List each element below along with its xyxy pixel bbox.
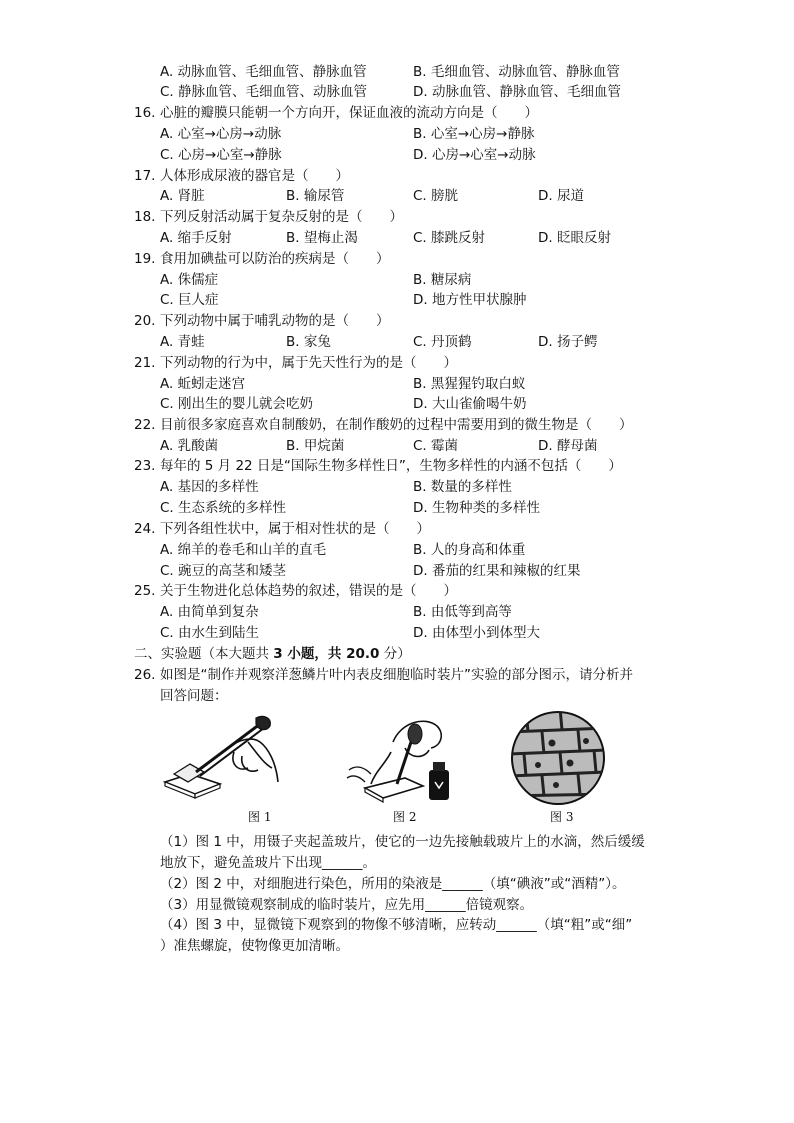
figure-2-caption: 图 2 (393, 810, 417, 824)
section-score: 20.0 (346, 646, 380, 662)
q23-option-d: D. 生物种类的多样性 (413, 500, 540, 516)
q15-option-c: C. 静脉血管、毛细血管、动脉血管 (160, 84, 368, 100)
q25-option-d: D. 由体型小到体型大 (413, 625, 540, 641)
q19-number: 19. (134, 251, 156, 267)
q16-stem: 心脏的瓣膜只能朝一个方向开，保证血液的流动方向是（ ） (160, 105, 538, 121)
q21-option-a: A. 蚯蚓走迷宫 (160, 376, 246, 392)
q22-option-d: D. 酵母菌 (538, 438, 598, 454)
q26-sub2: （2）图 2 中，对细胞进行染色，所用的染液是______（填“碘液”或“酒精”）。 (160, 876, 626, 892)
q20-option-b: B. 家兔 (286, 334, 331, 350)
figure-3-caption: 图 3 (550, 810, 574, 824)
figure-1-caption: 图 1 (248, 810, 272, 824)
q26-number: 26. (134, 667, 156, 683)
q18-stem: 下列反射活动属于复杂反射的是（ ） (160, 209, 403, 225)
q23-option-a: A. 基因的多样性 (160, 479, 259, 495)
q17-stem: 人体形成尿液的器官是（ ） (160, 168, 349, 184)
q19-option-c: C. 巨人症 (160, 292, 219, 308)
q24-option-b: B. 人的身高和体重 (413, 542, 526, 558)
q24-option-c: C. 豌豆的高茎和矮茎 (160, 563, 287, 579)
q23-option-c: C. 生态系统的多样性 (160, 500, 287, 516)
q17-option-d: D. 尿道 (538, 188, 584, 204)
q20-option-c: C. 丹顶鹤 (413, 334, 472, 350)
q25-option-a: A. 由简单到复杂 (160, 604, 259, 620)
q26-stem-line1: 如图是“制作并观察洋葱鳞片叶内表皮细胞临时装片”实验的部分图示，请分析并 (160, 667, 633, 683)
q18-option-a: A. 缩手反射 (160, 230, 232, 246)
q18-option-c: C. 膝跳反射 (413, 230, 486, 246)
q17-option-b: B. 输尿管 (286, 188, 345, 204)
q24-number: 24. (134, 521, 156, 537)
section-heading (134, 644, 411, 664)
q25-number: 25. (134, 583, 156, 599)
q25-option-b: B. 由低等到高等 (413, 604, 512, 620)
q20-number: 20. (134, 313, 156, 329)
q21-stem: 下列动物的行为中，属于先天性行为的是（ ） (160, 355, 457, 371)
q22-option-a: A. 乳酸菌 (160, 438, 219, 454)
q18-number: 18. (134, 209, 156, 225)
q15-option-d: D. 动脉血管、静脉血管、毛细血管 (413, 84, 621, 100)
q20-option-d: D. 扬子鳄 (538, 334, 598, 350)
q16-option-a: A. 心室→心房→动脉 (160, 126, 282, 142)
section-heading-prefix: 二、实验题（本大题共 (134, 646, 274, 662)
q19-option-d: D. 地方性甲状腺肿 (413, 292, 527, 308)
q18-option-b: B. 望梅止渴 (286, 230, 358, 246)
q21-option-b: B. 黑猩猩钓取白蚁 (413, 376, 526, 392)
q19-stem: 食用加碘盐可以防治的疾病是（ ） (160, 251, 390, 267)
q20-option-a: A. 青蛙 (160, 334, 205, 350)
section-heading-suffix: 分） (379, 646, 411, 662)
figure-1-coverslip-illustration (160, 712, 290, 807)
q26-sub1-line2: 地放下，避免盖玻片下出现______。 (160, 855, 376, 871)
q22-stem: 目前很多家庭喜欢自制酸奶，在制作酸奶的过程中需要用到的微生物是（ ） (160, 417, 633, 433)
q16-number: 16. (134, 105, 156, 121)
q21-option-c: C. 刚出生的婴儿就会吃奶 (160, 396, 314, 412)
q21-option-d: D. 大山雀偷喝牛奶 (413, 396, 527, 412)
q25-stem: 关于生物进化总体趋势的叙述，错误的是（ ） (160, 583, 457, 599)
q21-number: 21. (134, 355, 156, 371)
q15-option-a: A. 动脉血管、毛细血管、静脉血管 (160, 64, 367, 80)
section-heading-mid: 小题，共 (282, 646, 347, 662)
section-question-count: 3 (273, 646, 283, 662)
q17-number: 17. (134, 168, 156, 184)
q26-stem-line2: 回答问题： (160, 688, 228, 704)
q16-option-c: C. 心房→心室→静脉 (160, 147, 282, 163)
q18-option-d: D. 眨眼反射 (538, 230, 611, 246)
q25-option-c: C. 由水生到陆生 (160, 625, 260, 641)
q22-option-c: C. 霉菌 (413, 438, 459, 454)
q26-sub1-line1: （1）图 1 中，用镊子夹起盖玻片，使它的一边先接触载玻片上的水滴，然后缓缓 (160, 834, 645, 850)
q23-option-b: B. 数量的多样性 (413, 479, 512, 495)
q20-stem: 下列动物中属于哺乳动物的是（ ） (160, 313, 390, 329)
q17-option-a: A. 肾脏 (160, 188, 205, 204)
q24-stem: 下列各组性状中，属于相对性状的是（ ） (160, 521, 430, 537)
q23-number: 23. (134, 458, 156, 474)
q19-option-a: A. 侏儒症 (160, 272, 219, 288)
q22-option-b: B. 甲烷菌 (286, 438, 345, 454)
q26-sub4-line1: （4）图 3 中，显微镜下观察到的物像不够清晰，应转动______（填“粗”或“细” (160, 917, 633, 933)
q26-sub4-line2: ）准焦螺旋，使物像更加清晰。 (160, 938, 349, 954)
figure-3-microscope-view (508, 708, 608, 808)
q24-option-d: D. 番茄的红果和辣椒的红果 (413, 563, 581, 579)
q23-stem: 每年的 5 月 22 日是“国际生物多样性日”，生物多样性的内涵不包括（ ） (160, 458, 622, 474)
figure-2-staining-illustration (345, 712, 455, 807)
q22-number: 22. (134, 417, 156, 433)
q15-option-b: B. 毛细血管、动脉血管、静脉血管 (413, 64, 620, 80)
q26-sub3: （3）用显微镜观察制成的临时装片，应先用______倍镜观察。 (160, 897, 534, 913)
q24-option-a: A. 绵羊的卷毛和山羊的直毛 (160, 542, 327, 558)
q16-option-d: D. 心房→心室→动脉 (413, 147, 536, 163)
q17-option-c: C. 膀胱 (413, 188, 459, 204)
q16-option-b: B. 心室→心房→静脉 (413, 126, 535, 142)
q19-option-b: B. 糖尿病 (413, 272, 472, 288)
